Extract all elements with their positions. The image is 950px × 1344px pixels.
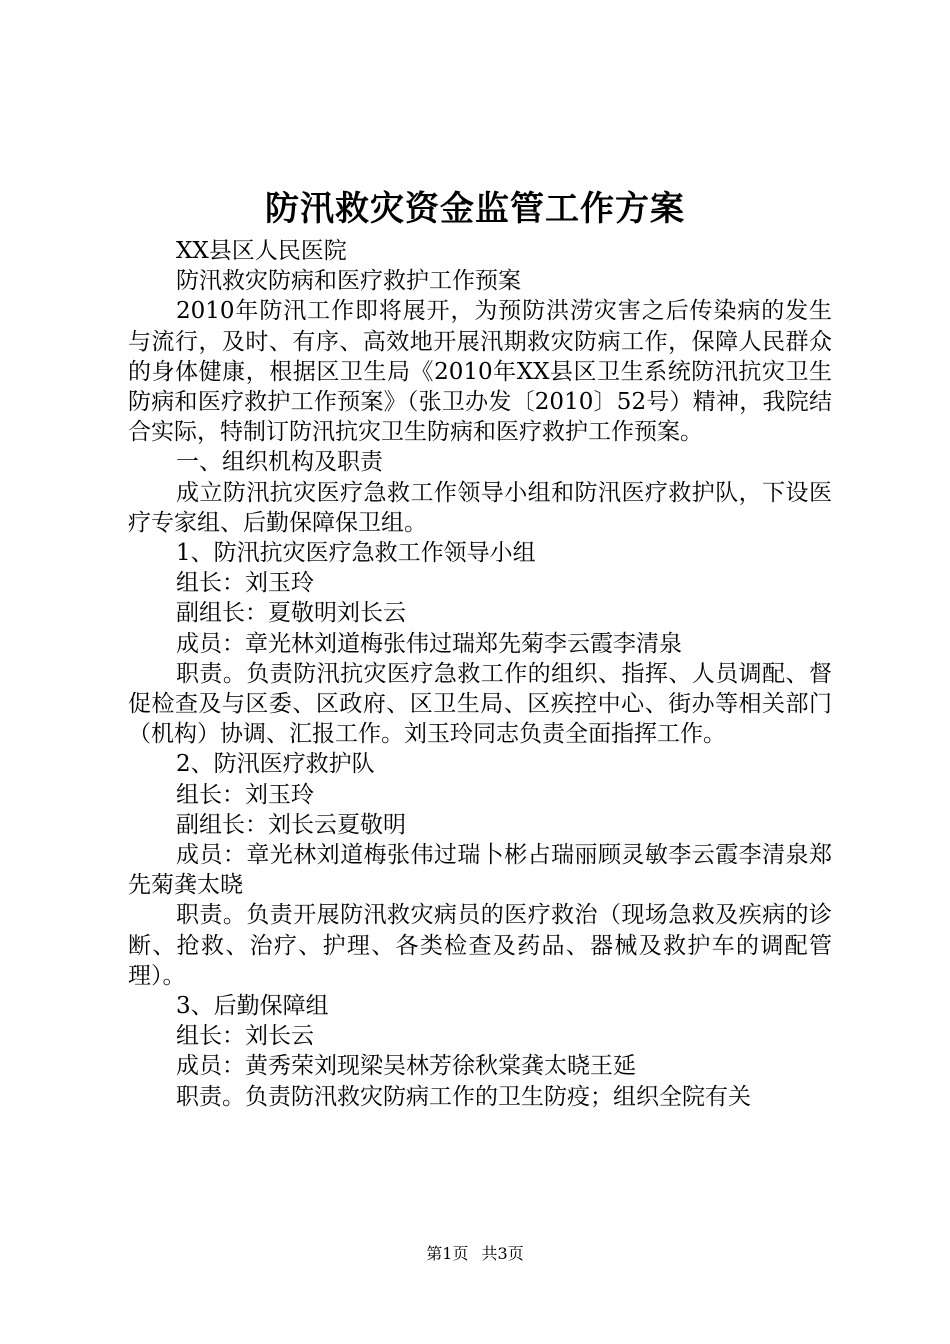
section-heading-organization: 一、组织机构及职责 bbox=[176, 449, 383, 476]
document-body bbox=[128, 236, 832, 1112]
logistics-leader: 组长：刘长云 bbox=[176, 1023, 314, 1050]
subheading-leadership-group: 1、防汛抗灾医疗急救工作领导小组 bbox=[176, 540, 536, 567]
leadership-members: 成员：章光林刘道梅张伟过瑞郑先菊李云霞李清泉 bbox=[176, 630, 682, 657]
rescue-duties: 职责。负责开展防汛救灾病员的医疗救治（现场急救及疾病的诊断、抢救、治疗、护理、各类检查及药品、器械及救护车的调配管理）。 bbox=[128, 902, 832, 989]
paragraph-hospital-name: XX县区人民医院 bbox=[176, 238, 347, 264]
paragraph-intro: 2010年防汛工作即将展开，为预防洪涝灾害之后传染病的发生与流行，及时、有序、高效地开展汛期救灾防病工作，保障人民群众的身体健康，根据区卫生局《2010年XX县区卫生系统防汛抗灾卫生防病和医疗救护工作预案》（张卫办发〔2010〕52号）精神，我院结合实际，特制订防汛抗灾卫生防病和医疗救护工作预案。 bbox=[128, 298, 832, 446]
logistics-duties: 职责。负责防汛救灾防病工作的卫生防疫；组织全院有关 bbox=[176, 1083, 751, 1110]
subheading-rescue-team: 2、防汛医疗救护队 bbox=[176, 751, 375, 778]
paragraph-organization: 成立防汛抗灾医疗急救工作领导小组和防汛医疗救护队，下设医疗专家组、后勤保障保卫组。 bbox=[128, 479, 832, 536]
leadership-leader: 组长：刘玉玲 bbox=[176, 570, 314, 597]
rescue-deputy: 副组长：刘长云夏敬明 bbox=[176, 811, 406, 838]
rescue-members: 成员：章光林刘道梅张伟过瑞卜彬占瑞丽顾灵敏李云霞李清泉郑先菊龚太晓 bbox=[128, 842, 832, 899]
leadership-deputy: 副组长：夏敬明刘长云 bbox=[176, 600, 406, 627]
subheading-logistics-group: 3、后勤保障组 bbox=[176, 993, 329, 1020]
logistics-members: 成员：黄秀荣刘现梁吴林芳徐秋棠龚太晓王延 bbox=[176, 1053, 636, 1080]
rescue-leader: 组长：刘玉玲 bbox=[176, 781, 314, 808]
paragraph-plan-name: 防汛救灾防病和医疗救护工作预案 bbox=[176, 268, 521, 295]
page-footer bbox=[0, 1243, 950, 1265]
page-number: 第1页 bbox=[426, 1244, 469, 1263]
page-total: 共3页 bbox=[481, 1244, 524, 1263]
document-title: 防汛救灾资金监管工作方案 bbox=[265, 189, 685, 229]
leadership-duties: 职责。负责防汛抗灾医疗急救工作的组织、指挥、人员调配、督促检查及与区委、区政府、区卫生局、区疾控中心、街办等相关部门（机构）协调、汇报工作。刘玉玲同志负责全面指挥工作。 bbox=[128, 660, 832, 748]
